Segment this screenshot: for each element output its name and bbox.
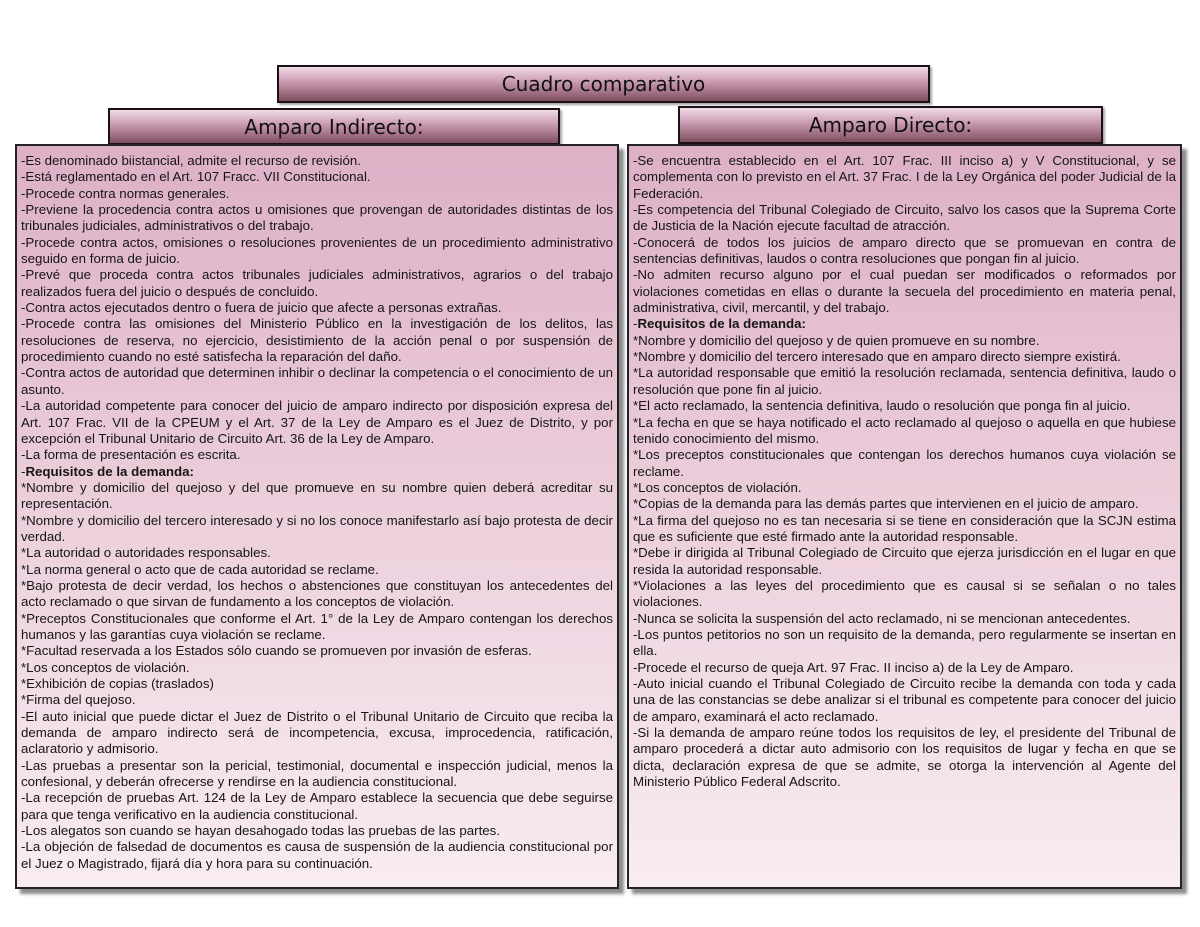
left-list-item: *Preceptos Constitucionales que conforme el Art. 1° de la Ley de Amparo contengan los derechos humanos y las garantías cuya violación se reclame.: [21, 610, 613, 642]
right-list-item: -Nunca se solicita la suspensión del acto reclamado, ni se mencionan antecedentes.: [633, 610, 1131, 626]
left-list-item: -La autoridad competente para conocer del juicio de amparo indirecto por disposición expresa del Art. 107 Frac. VII de la CPEUM y el Art. 37 de la Ley de Amparo es el Juez de Distrito, y por excepción el Tribunal Unitario de Circuito Art. 36 de la Ley de Amparo.: [21, 398, 613, 446]
right-list-item: -Auto inicial cuando el Tribunal Colegiado de Circuito recibe la demanda con toda y cada una de las constancias se debe analizar si el tribunal es competente para conocer del juicio de amparo, examinará el acto reclamado.: [633, 676, 1176, 724]
amparo-indirecto-column: [15, 144, 619, 889]
right-list-item: -Se encuentra establecido en el Art. 107 Frac. III inciso a) y V Constitucional, y se complementa con lo previsto en el Art. 37 Frac. I de la Ley Orgánica del poder Judicial de la Federación.: [633, 153, 1176, 201]
left-list-item: -Procede contra actos, omisiones o resoluciones provenientes de un procedimiento administrativo seguido en forma de juicio.: [21, 234, 613, 267]
right-list-item: -Si la demanda de amparo reúne todos los requisitos de ley, el presidente del Tribunal de amparo procederá a dictar auto admisorio con los requisitos de lugar y fecha en que se dicta, declaración expresa de que se admite, se otorga la intervención al Agente del Ministerio Público Federal Adscrito.: [633, 725, 1176, 790]
left-list-item: *Bajo protesta de decir verdad, los hechos o abstenciones que constituyan los antecedentes del acto reclamado o que sirvan de fundamento a los conceptos de violación.: [21, 577, 613, 610]
requirements-prefix: -: [633, 316, 638, 332]
right-list-item: -Procede el recurso de queja Art. 97 Frac. II inciso a) de la Ley de Amparo.: [633, 659, 1074, 675]
amparo-directo-heading-text: Amparo Directo:: [808, 113, 973, 137]
left-list-item: *Exhibición de copias (traslados): [21, 676, 214, 691]
left-list-item: *Firma del quejoso.: [21, 692, 136, 708]
left-list-item: -Es denominado biistancial, admite el recurso de revisión.: [21, 153, 361, 168]
left-list-item: *Los conceptos de violación.: [21, 659, 190, 675]
right-list-item: -Conocerá de todos los juicios de amparo directo que se promuevan en contra de sentencias definitivas, laudos o contra resoluciones que pongan fin al juicio.: [633, 234, 1176, 267]
left-list-item: -Contra actos de autoridad que determinen inhibir o declinar la competencia o el conocimiento de un asunto.: [21, 365, 613, 397]
left-list-item: -Procede contra normas generales.: [21, 185, 230, 201]
left-list-item: -Los alegatos son cuando se hayan desahogado todas las pruebas de las partes.: [21, 823, 501, 839]
right-list-item: -Es competencia del Tribunal Colegiado de Circuito, salvo los casos que la Suprema Corte de Justicia de la Nación ejecute facultad de atracción.: [633, 202, 1176, 234]
left-list-item: -Previene la procedencia contra actos u omisiones que provengan de autoridades distintas de los tribunales judiciales, administrativos o del trabajo.: [21, 202, 613, 234]
requirements-heading: Requisitos de la demanda:: [637, 316, 806, 332]
right-list-item: *Debe ir dirigida al Tribunal Colegiado de Circuito que ejerza jurisdicción en el lugar en que resida la autoridad responsable.: [633, 545, 1176, 577]
right-list-item: *Copias de la demanda para las demás partes que intervienen en el juicio de amparo.: [633, 496, 1139, 512]
left-list-item: -La objeción de falsedad de documentos es causa de suspensión de la audiencia constitucional por el Juez o Magistrado, fijará día y hora para su continuación.: [21, 839, 613, 871]
right-list-item: -Los puntos petitorios no son un requisito de la demanda, pero regularmente se insertan en ella.: [633, 626, 1176, 659]
left-list-item: *Facultad reservada a los Estados sólo cuando se promueven por invasión de esferas.: [21, 643, 532, 659]
left-list-item: [21, 464, 613, 480]
right-list-item: [633, 316, 1176, 332]
left-list-item: -Está reglamentado en el Art. 107 Fracc. VII Constitucional.: [21, 169, 371, 185]
right-list-item: *Violaciones a las leyes del procedimiento que es causal si se señalan o no tales violaciones.: [633, 577, 1176, 610]
requirements-heading: Requisitos de la demanda:: [25, 463, 194, 479]
right-list-item: -No admiten recurso alguno por el cual puedan ser modificados o reformados por violaciones cometidas en ellas o durante la secuela del procedimiento en materia penal, administrativa, civil, mercantil, y del trabajo.: [633, 267, 1176, 316]
right-list-item: *La autoridad responsable que emitió la resolución reclamada, sentencia definitiva, laudo o resolución que pone fin al juicio.: [633, 365, 1176, 397]
left-list-item: -Las pruebas a presentar son la pericial, testimonial, documental e inspección judicial, menos la confesional, y deberán ofrecerse y rendirse en la audiencia constitucional.: [21, 757, 613, 790]
amparo-indirecto-heading-text: Amparo Indirecto:: [244, 114, 424, 139]
amparo-indirecto-heading: [108, 108, 560, 145]
right-list-item: *Los conceptos de violación.: [633, 479, 802, 495]
left-list-item: -Prevé que proceda contra actos tribunales judiciales administrativos, agrarios o del trabajo realizados fuera del juicio o después de concluido.: [21, 267, 613, 299]
left-list-item: *Nombre y domicilio del tercero interesado y si no los conoce manifestarlo así bajo protesta de decir verdad.: [21, 512, 613, 544]
right-list-item: *Nombre y domicilio del quejoso y de quien promueve en su nombre.: [633, 332, 1040, 348]
left-list-item: *La autoridad o autoridades responsables.: [21, 545, 271, 561]
left-list-item: -El auto inicial que puede dictar el Juez de Distrito o el Tribunal Unitario de Circuito que reciba la demanda de amparo indirecto será de incompetencia, excusa, improcedencia, ratificación, aclaratorio y admisorio.: [21, 708, 613, 757]
right-list-item: *La fecha en que se haya notificado el acto reclamado al quejoso o aquella en que hubiese tenido conocimiento del mismo.: [633, 414, 1176, 446]
left-list-item: *La norma general o acto que de cada autoridad se reclame.: [21, 561, 379, 577]
right-list-item: *El acto reclamado, la sentencia definitiva, laudo o resolución que ponga fin al juicio.: [633, 398, 1131, 414]
page-title-text: Cuadro comparativo: [501, 72, 706, 96]
amparo-directo-heading: [678, 106, 1103, 144]
amparo-directo-column: [627, 144, 1182, 889]
left-list-item: -La recepción de pruebas Art. 124 de la Ley de Amparo establece la secuencia que debe seguirse para que tenga verificativo en la audiencia constitucional.: [21, 790, 613, 822]
right-list-item: *Nombre y domicilio del tercero interesado que en amparo directo siempre existirá.: [633, 349, 1121, 365]
page-title: [277, 65, 930, 103]
right-list-item: *La firma del quejoso no es tan necesaria si se tiene en consideración que la SCJN estima que es suficiente que esté firmado ante la autoridad responsable.: [633, 512, 1176, 544]
left-list-item: -La forma de presentación es escrita.: [21, 447, 241, 463]
requirements-prefix: -: [21, 463, 26, 479]
right-list-item: *Los preceptos constitucionales que contengan los derechos humanos cuya violación se reclame.: [633, 447, 1176, 479]
left-list-item: -Procede contra las omisiones del Ministerio Público en la investigación de los delitos, las resoluciones de reserva, no ejercicio, desistimiento de la acción penal o por suspensión de procedimiento cuando no esté satisfecha la reparación del daño.: [21, 316, 613, 365]
left-list-item: -Contra actos ejecutados dentro o fuera de juicio que afecte a personas extrañas.: [21, 300, 502, 316]
left-list-item: *Nombre y domicilio del quejoso y del que promueve en su nombre quien deberá acreditar su representación.: [21, 479, 613, 512]
